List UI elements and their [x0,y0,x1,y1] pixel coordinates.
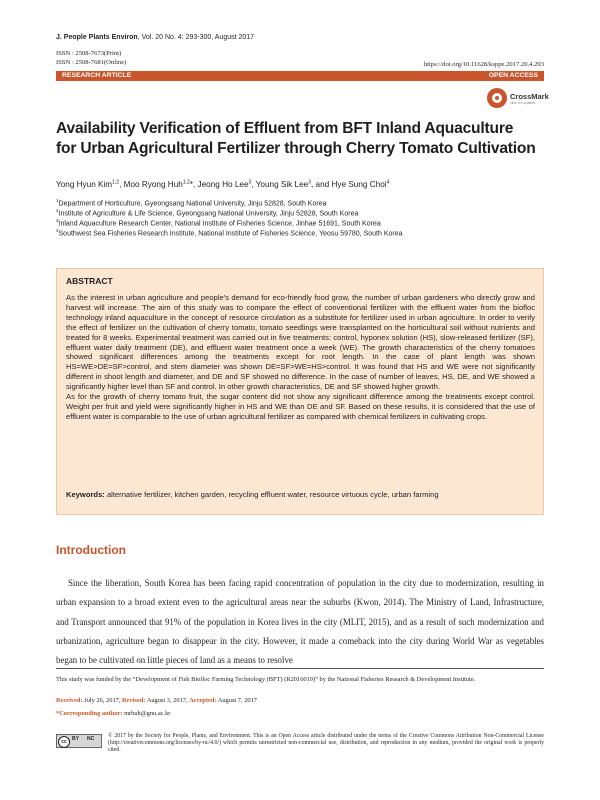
abstract-heading: ABSTRACT [66,276,113,286]
doi-link[interactable]: https://doi.org/10.11628/ksppe.2017.20.4.293 [423,61,544,68]
journal-issue: , Vol. 20 No. 4: 293-300, August 2017 [137,34,255,41]
introduction-body [56,574,544,670]
journal-name: J. People Plants Environ [56,34,138,41]
license-text: © 2017 by the Society for People, Plants, and Environment. This is an Open Access article distributed under the terms of the Creative Commons Attribution Non-Commercial License (http://creativecommons.org/licenses/by-nc/4.0/) which permits unrestricted non-commercial use, distribution, and reproduction in any medium, provided the original work is properly cited. [108,733,544,754]
introduction-paragraph: Since the liberation, South Korea has been facing rapid concentration of population in the city due to modernization, resulting in urban expansion to a broad extent even to the agricultural areas near the suburbs (Kwon, 2014). The Ministry of Land, Infrastructure, and Transport announced that 91% of the population in Korea lives in the city (MLIT, 2015), and as a result of such modernization and urbanization, agriculture began to disappear in the city. However, it made a comeback into the city during World War as vegetables began to be cultivated on little pieces of land as a means to resolve [56,578,544,666]
article-dates: Received: July 26, 2017, Revised: August 3, 2017, Accepted: August 7, 2017 [56,697,257,704]
funding-note: This study was funded by the “Development of Fish Biofloc Farming Technology (BFT) (R2016019)” by the National Fisheries Research & Development Institute. [56,676,476,683]
section-heading-introduction: Introduction [56,543,126,557]
crossmark-label: CrossMark [510,92,549,101]
article-title [56,119,556,159]
corresponding-email[interactable]: mrhuh@gnu.ac.kr [122,710,171,717]
author: Hye Sung Choi$^4$ [331,179,390,189]
keywords-label: Keywords: [66,490,105,499]
abstract-body [66,293,535,422]
abstract-paragraph: As the interest in urban agriculture and people's demand for eco-friendly food grow, the number of urban gardeners who directly grow and harvest will increase. The aim of this study was to compare the effect of conventional fertilizer with the effluent water from the biofloc technology inland aquaculture in the concept of resource circulation as a substitute for fertilizer used in urban agriculture. In order to verify the effect of fertilizer on the cultivation of cherry tomato, tomato seedlings were transplanted on the horticultural soil without nutrients and treated for 8 weeks. Experimental treatment was carried out in five treatments: control, hyponex solution (HS), slow-released fertilizer (SF), effluent water daily treatment (DE), and effluent water treatment once a week (WE). The growth characteristics of the cherry tomatoes showed significant differences among the treatments except for root length. In the case of plant length was shown HS=WE>DE=SF>control, and stem diameter was shown DE=SF>WE=HS>control. It was found that HS and WE were not significantly different in shoot length and diameter, and DE and SF showed no difference. In the case of number of leaves, HS, DE, and WE showed a significantly higher level than SF and control. In other growth characteristics, DE and SF showed higher growth. [66,293,535,392]
keywords [66,490,535,500]
title-line-2: for Urban Agricultural Fertilizer through Cherry Tomato Cultivation [56,140,536,157]
creative-commons-icon: cc [58,736,70,748]
affiliation: $^2$Institute of Agriculture & Life Science, Gyeongsang National University, Jinju 52828, South Korea [56,208,359,218]
footnote-divider [56,668,544,669]
crossmark-badge[interactable] [487,88,549,110]
issn-print: ISSN : 2508-7673(Print) [56,50,122,57]
article-type: RESEARCH ARTICLE [62,72,132,79]
attribution-icon: BY [72,736,79,742]
author-list [56,179,389,189]
author: Moo Ryong Huh$^{1,2}$*, [123,179,198,189]
issn-online: ISSN : 2508-7681(Online) [56,59,127,66]
crossmark-sublabel: click for updates [510,101,536,105]
keywords-list: alternative fertilizer, kitchen garden, recycling effluent water, resource virtuous cycle, urban farming [104,490,439,499]
article-type-bar [56,71,544,81]
author: Jeong Ho Lee$^3$, [197,179,256,189]
author: Young Sik Lee$^3$, and [255,179,332,189]
abstract-paragraph: As for the growth of cherry tomato fruit, the sugar content did not show any significant difference among the treatments except control. Weight per fruit and yield were significantly higher in HS and WE than DE and SF. Based on these results, it is considered that the use of effluent water is comparable to the use of urban agricultural fertilizer as compared with chemical fertilizers in cultivating crops. [66,392,535,421]
author: Yong Hyun Kim$^{1,2}$, [56,179,124,189]
affiliation: $^4$Southwest Sea Fisheries Research Institute, National Institute of Fisheries Science, Yeosu 59780, South Korea [56,228,403,238]
corresponding-author: *Corresponding author: mrhuh@gnu.ac.kr [56,710,171,717]
cc-license-badge[interactable] [56,734,102,748]
title-line-1: Availability Verification of Effluent from BFT Inland Aquaculture [56,120,514,137]
affiliation: $^3$Inland Aquaculture Research Center, National Institute of Fisheries Science, Jinhae 51691, South Korea [56,218,381,228]
journal-citation [56,34,254,41]
affiliation: $^1$Department of Horticulture, Gyeongsang National University, Jinju 52828, South Korea [56,198,327,208]
open-access-label: OPEN ACCESS [488,72,538,79]
noncommercial-icon: NC [87,736,95,742]
